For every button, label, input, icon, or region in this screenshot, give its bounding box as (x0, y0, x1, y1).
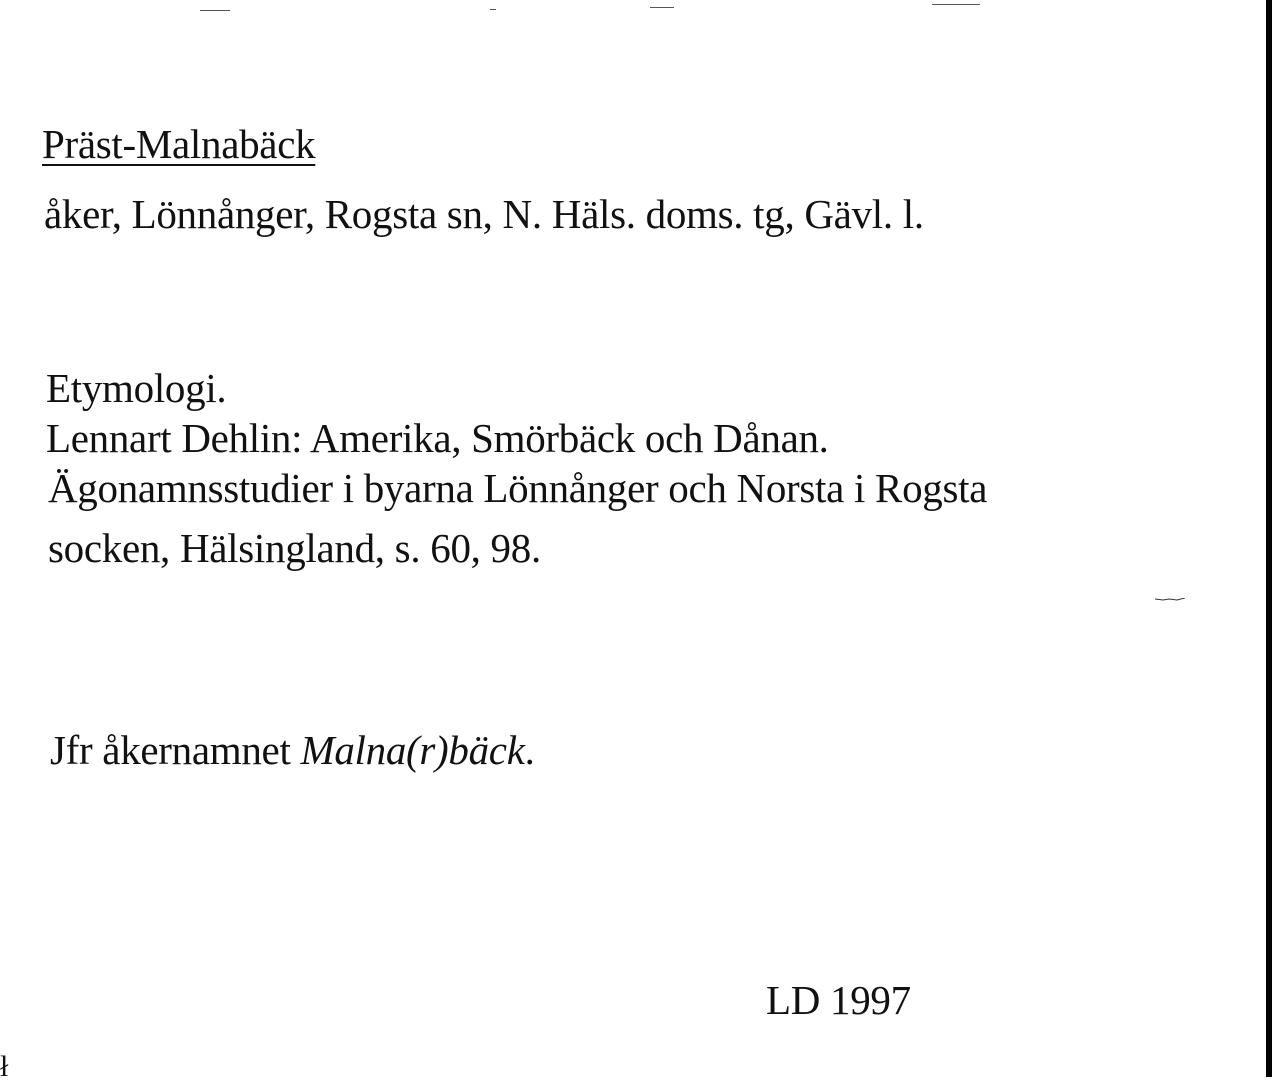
etymology-label: Etymologi. (46, 365, 227, 411)
compare-suffix: . (524, 727, 535, 773)
scan-mark (490, 9, 496, 10)
compare-prefix: Jfr åkernamnet (50, 727, 301, 773)
scan-mark (650, 7, 674, 8)
reference-line: socken, Hälsingland, s. 60, 98. (48, 525, 541, 571)
card-edge (1266, 0, 1272, 1077)
signature: LD 1997 (766, 977, 911, 1023)
compare-name: Malna(r)bäck (300, 727, 525, 773)
corner-mark: ł (0, 1050, 9, 1083)
compare-note (50, 727, 535, 773)
scan-mark (200, 10, 230, 11)
reference-line: Lennart Dehlin: Amerika, Smörbäck och Dånan. (46, 415, 829, 461)
scan-speck (1155, 598, 1185, 601)
scan-mark (932, 4, 980, 5)
entry-heading: Präst-Malnabäck (42, 121, 316, 167)
reference-line: Ägonamnsstudier i byarna Lönnånger och Norsta i Rogsta (48, 465, 988, 511)
place-description: åker, Lönnånger, Rogsta sn, N. Häls. doms. tg, Gävl. l. (44, 191, 924, 237)
